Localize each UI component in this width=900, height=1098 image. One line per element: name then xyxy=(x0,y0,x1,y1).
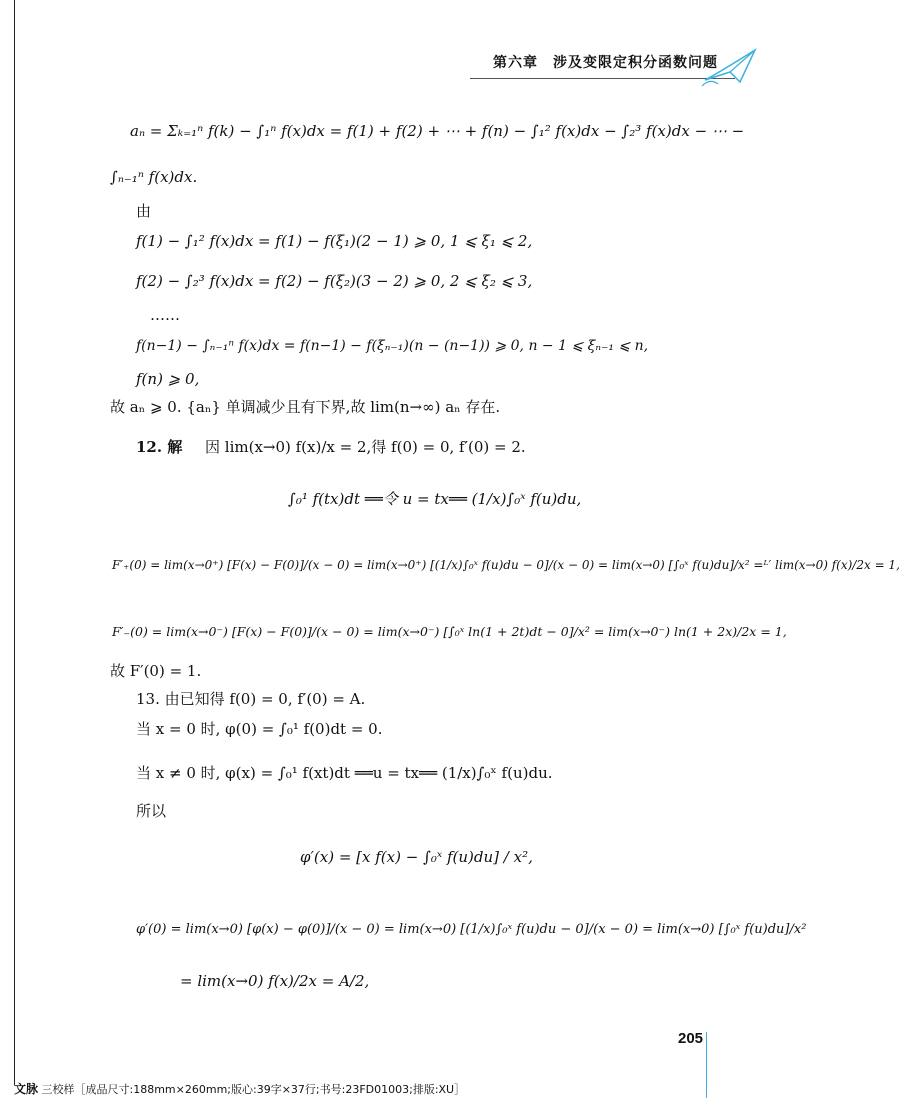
left-border-line xyxy=(14,0,15,1085)
eq-line-20: φ′(0) = lim(x→0) [φ(x) − φ(0)]/(x − 0) = lim(x→0) [(1/x)∫₀ˣ f(u)du − 0]/(x − 0) = lim(x→0) [∫₀ˣ f(u)du]/x² xyxy=(136,922,807,937)
chapter-header: 第六章 涉及变限定积分函数问题 xyxy=(493,54,718,70)
eq-line-2: ∫ₙ₋₁ⁿ f(x)dx. xyxy=(110,168,198,186)
eq-line-19: φ′(x) = [x f(x) − ∫₀ˣ f(u)du] / x², xyxy=(300,848,533,866)
ellipsis-line: …… xyxy=(150,306,180,324)
footer-brand: 文脉 xyxy=(14,1082,39,1096)
text-line-14: 故 F′(0) = 1. xyxy=(110,662,202,680)
page-number-rule xyxy=(706,1032,707,1098)
problem-12-label: 12. 解 xyxy=(136,438,183,456)
text-line-15: 13. 由已知得 f(0) = 0, f′(0) = A. xyxy=(136,690,366,708)
text-line-9: 故 aₙ ⩾ 0. {aₙ} 单调减少且有下界,故 lim(n→∞) aₙ 存在. xyxy=(110,398,501,416)
text-line-18: 所以 xyxy=(136,802,167,820)
paper-plane-pen-icon xyxy=(700,42,760,92)
eq-line-8: f(n) ⩾ 0, xyxy=(136,370,200,388)
eq-line-12: F′₊(0) = lim(x→0⁺) [F(x) − F(0)]/(x − 0) = lim(x→0⁺) [(1/x)∫₀ˣ f(u)du − 0]/(x − 0) = lim(x→0) [∫₀ˣ f(u)du]/x² =ᴸ′ lim(x→0) f(x)/2x = 1, xyxy=(112,558,900,572)
page-number: 205 xyxy=(678,1030,704,1047)
eq-line-5: f(2) − ∫₂³ f(x)dx = f(2) − f(ξ₂)(3 − 2) ⩾ 0, 2 ⩽ ξ₂ ⩽ 3, xyxy=(136,272,533,290)
text-line-10: 因 lim(x→0) f(x)/x = 2,得 f(0) = 0, f′(0) = 2. xyxy=(205,438,526,456)
eq-line-7: f(n−1) − ∫ₙ₋₁ⁿ f(x)dx = f(n−1) − f(ξₙ₋₁)(n − (n−1)) ⩾ 0, n − 1 ⩽ ξₙ₋₁ ⩽ n, xyxy=(136,338,649,354)
text-line-16: 当 x = 0 时, φ(0) = ∫₀¹ f(0)dt = 0. xyxy=(136,720,383,738)
header-rule xyxy=(470,78,735,79)
footer-info: 三校样［成品尺寸:188mm×260mm;版心:39字×37行;书号:23FD01003;排版:XU］ xyxy=(41,1083,466,1096)
eq-line-11: ∫₀¹ f(tx)dt ══令 u = tx══ (1/x)∫₀ˣ f(u)du, xyxy=(288,490,582,508)
text-line-3: 由 xyxy=(136,202,152,220)
eq-line-1: aₙ = Σₖ₌₁ⁿ f(k) − ∫₁ⁿ f(x)dx = f(1) + f(2) + ⋯ + f(n) − ∫₁² f(x)dx − ∫₂³ f(x)dx − ⋯ − xyxy=(130,122,745,140)
print-info-footer xyxy=(14,1080,465,1097)
eq-line-21: = lim(x→0) f(x)/2x = A/2, xyxy=(180,972,370,990)
eq-line-13: F′₋(0) = lim(x→0⁻) [F(x) − F(0)]/(x − 0) = lim(x→0⁻) [∫₀ˣ ln(1 + 2t)dt − 0]/x² = lim(x→0⁻) ln(1 + 2x)/2x = 1, xyxy=(112,624,787,639)
eq-line-4: f(1) − ∫₁² f(x)dx = f(1) − f(ξ₁)(2 − 1) ⩾ 0, 1 ⩽ ξ₁ ⩽ 2, xyxy=(136,232,533,250)
text-line-17: 当 x ≠ 0 时, φ(x) = ∫₀¹ f(xt)dt ══u = tx══ (1/x)∫₀ˣ f(u)du. xyxy=(136,764,553,782)
